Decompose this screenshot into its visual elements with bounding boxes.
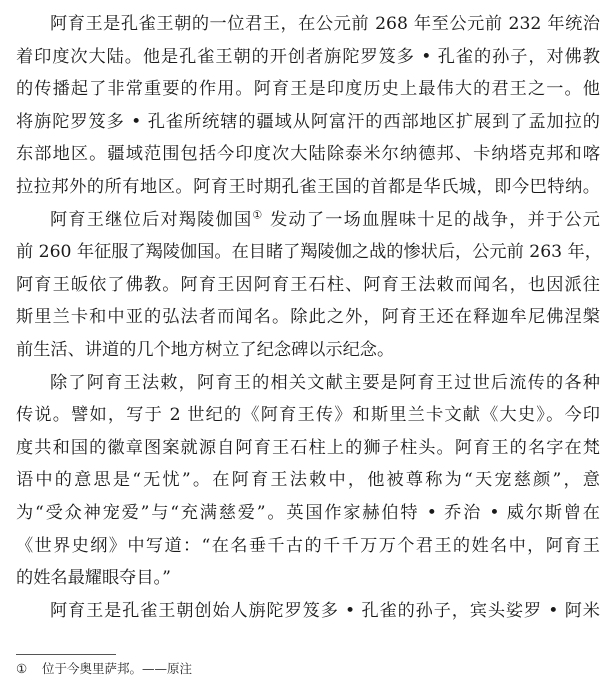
- text-line: 将旃陀罗笈多 • 孔雀所统辖的疆域从阿富汗的西部地区扩展到了孟加拉的: [16, 111, 600, 132]
- text-line: 拉拉邦外的所有地区。阿育王时期孔雀王国的首都是华氏城，即今巴特纳。: [16, 176, 600, 197]
- text-line: 阿育王是孔雀王朝创始人旃陀罗笈多 • 孔雀的孙子，宾头娑罗 • 阿米: [50, 600, 600, 621]
- text-line: 语中的意思是“无忧”。在阿育王法敕中，他被尊称为“天宠慈颜”，意: [16, 470, 600, 491]
- text-line: 前 260 年征服了羯陵伽国。在目睹了羯陵伽之战的惨状后，公元前 263 年，: [16, 242, 602, 263]
- text-line: 传说。譬如，写于 2 世纪的《阿育王传》和斯里兰卡文献《大史》。今印: [16, 405, 600, 426]
- paragraph-2: [16, 204, 600, 367]
- text-line: 阿育王皈依了佛教。阿育王因阿育王石柱、阿育王法敕而闻名，也因派往: [16, 274, 600, 295]
- text-line: 的传播起了非常重要的作用。阿育王是印度历史上最伟大的君王之一。他: [16, 79, 600, 100]
- text-segment: 阿育王继位后对羯陵伽国: [50, 209, 253, 230]
- paragraph-3: [16, 367, 600, 595]
- footnote-reference[interactable]: ①: [252, 207, 264, 221]
- paragraph-4: [16, 595, 600, 628]
- text-line: 除了阿育王法敕，阿育王的相关文献主要是阿育王过世后流传的各种: [50, 372, 600, 393]
- text-line: 《世界史纲》中写道：“在名垂千古的千千万万个君王的姓名中，阿育王: [16, 535, 600, 556]
- text-line: 阿育王是孔雀王朝的一位君王，在公元前 268 年至公元前 232 年统治: [50, 14, 600, 34]
- footnote: [16, 660, 192, 678]
- text-line: 为“受众神宠爱”与“充满慈爱”。英国作家赫伯特 • 乔治 • 威尔斯曾在: [16, 502, 600, 523]
- text-line: 度共和国的徽章图案就源自阿育王石柱上的狮子柱头。阿育王的名字在梵: [16, 437, 600, 458]
- footnote-mark: ①: [16, 661, 28, 676]
- text-line: 东部地区。疆域范围包括今印度次大陆除泰米尔纳德邦、卡纳塔克邦和喀: [16, 144, 600, 165]
- footnote-divider: [16, 654, 116, 655]
- text-line: 着印度次大陆。他是孔雀王朝的开创者旃陀罗笈多 • 孔雀的孙子，对佛教: [16, 46, 600, 67]
- paragraph-1: [16, 8, 600, 204]
- text-line: 斯里兰卡和中亚的弘法者而闻名。除此之外，阿育王还在释迦牟尼佛涅槃: [16, 307, 600, 328]
- text-line: 的姓名最耀眼夺目。”: [16, 568, 171, 589]
- text-line: [16, 204, 600, 237]
- text-segment: 发动了一场血腥味十足的战争，并于公元: [263, 209, 600, 230]
- text-line: 前生活、讲道的几个地方树立了纪念碑以示纪念。: [16, 339, 395, 360]
- footnote-text: 位于今奥里萨邦。——原注: [42, 661, 193, 676]
- document-body: [16, 8, 600, 627]
